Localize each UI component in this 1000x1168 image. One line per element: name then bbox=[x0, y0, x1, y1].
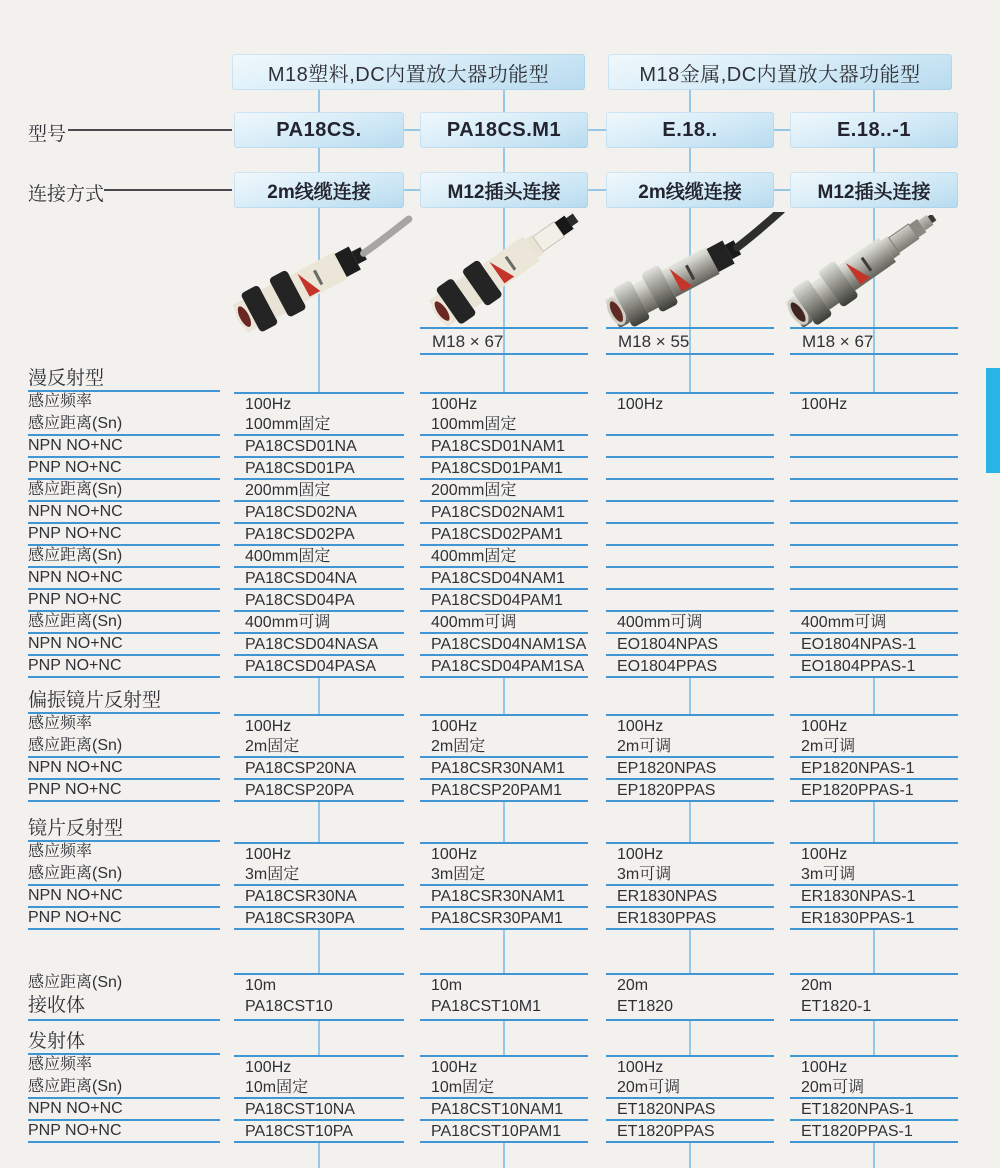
table-row bbox=[28, 864, 958, 886]
table-row bbox=[28, 458, 958, 480]
row-label: 感应距离(Sn) bbox=[28, 973, 220, 997]
row-label: 感应距离(Sn) bbox=[28, 414, 220, 436]
spec-cell: PA18CSD02NA bbox=[234, 502, 404, 524]
section-title: 偏振镜片反射型 bbox=[28, 690, 220, 714]
spec-section bbox=[28, 1031, 958, 1143]
connector-line bbox=[689, 90, 691, 112]
dimension-label: M18 × 67 bbox=[790, 327, 958, 355]
spec-cell: PA18CSD01PAM1 bbox=[420, 458, 588, 480]
spec-cell: PA18CSD04NAM1SA bbox=[420, 634, 588, 656]
table-row bbox=[28, 736, 958, 758]
spec-cell: 400mm可调 bbox=[790, 612, 958, 634]
sensor-plastic-m12-plug-photo bbox=[408, 212, 608, 342]
spec-cell bbox=[790, 414, 958, 436]
spec-cell bbox=[606, 414, 774, 436]
row-label: NPN NO+NC bbox=[28, 502, 220, 524]
connector-line bbox=[404, 129, 420, 131]
spec-cell bbox=[606, 502, 774, 524]
row-label: NPN NO+NC bbox=[28, 886, 220, 908]
table-row bbox=[28, 634, 958, 656]
spec-cell: 3m固定 bbox=[420, 864, 588, 886]
spec-cell: EP1820NPAS-1 bbox=[790, 758, 958, 780]
spec-cell: 400mm可调 bbox=[606, 612, 774, 634]
table-row bbox=[28, 780, 958, 802]
connection-box-4: M12插头连接 bbox=[790, 172, 958, 208]
spec-cell: 100Hz bbox=[420, 1055, 588, 1079]
spec-cell bbox=[606, 458, 774, 480]
spec-cell: PA18CSR30PA bbox=[234, 908, 404, 930]
spec-cell: 200mm固定 bbox=[420, 480, 588, 502]
table-row bbox=[28, 714, 958, 736]
spec-cell: 100Hz bbox=[790, 842, 958, 866]
spec-cell: 100Hz bbox=[234, 392, 404, 416]
spec-cell bbox=[790, 590, 958, 612]
spec-cell: PA18CSR30PAM1 bbox=[420, 908, 588, 930]
spec-cell: 100Hz bbox=[790, 1055, 958, 1079]
row-label: 感应距离(Sn) bbox=[28, 1077, 220, 1099]
spec-cell: 2m固定 bbox=[234, 736, 404, 758]
spec-cell bbox=[790, 502, 958, 524]
spec-cell: 100Hz bbox=[606, 1055, 774, 1079]
spec-cell: PA18CSD01NA bbox=[234, 436, 404, 458]
row-label: 感应频率 bbox=[28, 392, 220, 416]
spec-cell: ER1830NPAS-1 bbox=[790, 886, 958, 908]
spec-cell: ET1820-1 bbox=[790, 995, 958, 1021]
spec-cell: PA18CST10PAM1 bbox=[420, 1121, 588, 1143]
model-row-label: 型号 bbox=[28, 124, 67, 145]
table-row bbox=[28, 546, 958, 568]
spec-cell: ET1820PPAS bbox=[606, 1121, 774, 1143]
spec-cell: ET1820NPAS-1 bbox=[790, 1099, 958, 1121]
table-row bbox=[28, 590, 958, 612]
spec-cell bbox=[790, 546, 958, 568]
spec-cell: 100Hz bbox=[420, 714, 588, 738]
spec-cell: 100Hz bbox=[234, 842, 404, 866]
spec-cell bbox=[790, 524, 958, 546]
connector-line bbox=[588, 129, 606, 131]
spec-cell: EP1820PPAS bbox=[606, 780, 774, 802]
spec-cell: ET1820NPAS bbox=[606, 1099, 774, 1121]
table-row bbox=[28, 524, 958, 546]
spec-cell: 10m固定 bbox=[420, 1077, 588, 1099]
spec-cell: 3m可调 bbox=[790, 864, 958, 886]
connection-row-label: 连接方式 bbox=[28, 184, 105, 205]
connector-line bbox=[873, 148, 875, 172]
spec-cell: PA18CSD02PA bbox=[234, 524, 404, 546]
spec-cell: PA18CSD04PA bbox=[234, 590, 404, 612]
row-label: PNP NO+NC bbox=[28, 656, 220, 678]
spec-cell: 400mm固定 bbox=[420, 546, 588, 568]
spec-cell: EO1804PPAS-1 bbox=[790, 656, 958, 678]
spec-cell: PA18CSD01NAM1 bbox=[420, 436, 588, 458]
connector-line bbox=[588, 189, 606, 191]
section-title: 镜片反射型 bbox=[28, 818, 220, 842]
spec-cell bbox=[790, 480, 958, 502]
spec-section bbox=[28, 690, 958, 802]
row-label: NPN NO+NC bbox=[28, 568, 220, 590]
spec-cell: 10m bbox=[420, 973, 588, 997]
row-label: NPN NO+NC bbox=[28, 634, 220, 656]
spec-cell: ER1830PPAS bbox=[606, 908, 774, 930]
row-label: 感应频率 bbox=[28, 714, 220, 738]
table-row bbox=[28, 842, 958, 864]
connector-line bbox=[503, 148, 505, 172]
spec-cell: PA18CSR30NAM1 bbox=[420, 758, 588, 780]
spec-section bbox=[28, 973, 958, 1021]
row-label: 感应距离(Sn) bbox=[28, 480, 220, 502]
spec-cell: 400mm可调 bbox=[234, 612, 404, 634]
spec-cell: 20m bbox=[790, 973, 958, 997]
connector-line bbox=[318, 90, 320, 112]
spec-cell: PA18CSP20PAM1 bbox=[420, 780, 588, 802]
row-label: NPN NO+NC bbox=[28, 758, 220, 780]
table-row bbox=[28, 480, 958, 502]
spec-cell bbox=[606, 590, 774, 612]
row-label: 感应距离(Sn) bbox=[28, 864, 220, 886]
spec-cell: 2m可调 bbox=[606, 736, 774, 758]
table-row bbox=[28, 502, 958, 524]
spec-cell: 10m bbox=[234, 973, 404, 997]
spec-cell: PA18CSD04PAM1 bbox=[420, 590, 588, 612]
row-label: 感应距离(Sn) bbox=[28, 612, 220, 634]
connector-line bbox=[873, 90, 875, 112]
row-label: PNP NO+NC bbox=[28, 908, 220, 930]
table-row bbox=[28, 392, 958, 414]
leader-line bbox=[104, 189, 232, 191]
row-label: 感应距离(Sn) bbox=[28, 546, 220, 568]
spec-cell: EP1820NPAS bbox=[606, 758, 774, 780]
spec-cell: PA18CST10M1 bbox=[420, 995, 588, 1021]
spec-cell: PA18CSP20NA bbox=[234, 758, 404, 780]
spec-cell: 400mm可调 bbox=[420, 612, 588, 634]
spec-section bbox=[28, 368, 958, 678]
model-box-pa18cs: PA18CS. bbox=[234, 112, 404, 148]
dimension-label: M18 × 55 bbox=[606, 327, 774, 355]
model-box-e18-1: E.18..-1 bbox=[790, 112, 958, 148]
sensor-metal-2m-cable-photo bbox=[596, 212, 796, 342]
table-row bbox=[28, 612, 958, 634]
connector-line bbox=[318, 208, 320, 1168]
spec-cell: 100Hz bbox=[606, 842, 774, 866]
spec-cell bbox=[790, 568, 958, 590]
sensor-metal-m12-plug-photo bbox=[768, 215, 968, 345]
spec-cell: 2m可调 bbox=[790, 736, 958, 758]
spec-cell: PA18CSD04NA bbox=[234, 568, 404, 590]
table-row bbox=[28, 1055, 958, 1077]
spec-cell: 100Hz bbox=[606, 714, 774, 738]
spec-cell bbox=[790, 458, 958, 480]
spec-cell: PA18CSD02PAM1 bbox=[420, 524, 588, 546]
row-label: 感应频率 bbox=[28, 1055, 220, 1079]
table-row bbox=[28, 414, 958, 436]
model-box-e18: E.18.. bbox=[606, 112, 774, 148]
spec-cell: 100mm固定 bbox=[234, 414, 404, 436]
spec-cell: PA18CSD04NASA bbox=[234, 634, 404, 656]
dimension-label: M18 × 67 bbox=[420, 327, 588, 355]
spec-cell bbox=[606, 568, 774, 590]
page-edge-tab bbox=[986, 368, 1000, 473]
spec-cell: 200mm固定 bbox=[234, 480, 404, 502]
group-title-metal: M18金属,DC内置放大器功能型 bbox=[608, 54, 952, 90]
row-label: PNP NO+NC bbox=[28, 1121, 220, 1143]
spec-cell: 3m可调 bbox=[606, 864, 774, 886]
spec-cell bbox=[790, 436, 958, 458]
row-label: 感应频率 bbox=[28, 842, 220, 866]
spec-cell bbox=[606, 546, 774, 568]
spec-cell: ET1820PPAS-1 bbox=[790, 1121, 958, 1143]
spec-cell: 100Hz bbox=[420, 392, 588, 416]
spec-cell: 20m可调 bbox=[606, 1077, 774, 1099]
table-row bbox=[28, 1099, 958, 1121]
spec-cell: 100mm固定 bbox=[420, 414, 588, 436]
group-title-plastic: M18塑料,DC内置放大器功能型 bbox=[232, 54, 585, 90]
spec-cell: 100Hz bbox=[790, 392, 958, 416]
spec-cell bbox=[606, 436, 774, 458]
spec-cell: 3m固定 bbox=[234, 864, 404, 886]
spec-cell: ER1830NPAS bbox=[606, 886, 774, 908]
connector-line bbox=[774, 189, 790, 191]
row-label: 接收体 bbox=[28, 995, 220, 1021]
spec-cell: 10m固定 bbox=[234, 1077, 404, 1099]
table-row bbox=[28, 1077, 958, 1099]
spec-cell: EO1804NPAS bbox=[606, 634, 774, 656]
row-label: 感应距离(Sn) bbox=[28, 736, 220, 758]
row-label: PNP NO+NC bbox=[28, 780, 220, 802]
table-row bbox=[28, 1121, 958, 1143]
spec-cell: EO1804PPAS bbox=[606, 656, 774, 678]
table-row bbox=[28, 908, 958, 930]
spec-cell: EO1804NPAS-1 bbox=[790, 634, 958, 656]
table-row bbox=[28, 973, 958, 995]
connection-box-3: 2m线缆连接 bbox=[606, 172, 774, 208]
connection-box-2: M12插头连接 bbox=[420, 172, 588, 208]
row-label: PNP NO+NC bbox=[28, 458, 220, 480]
spec-cell: PA18CSD04PASA bbox=[234, 656, 404, 678]
spec-cell: PA18CST10NAM1 bbox=[420, 1099, 588, 1121]
row-label: PNP NO+NC bbox=[28, 524, 220, 546]
spec-cell: PA18CSD04NAM1 bbox=[420, 568, 588, 590]
spec-cell: ER1830PPAS-1 bbox=[790, 908, 958, 930]
section-title: 发射体 bbox=[28, 1031, 220, 1055]
sensor-plastic-2m-cable-photo bbox=[222, 215, 422, 345]
row-label: PNP NO+NC bbox=[28, 590, 220, 612]
connector-line bbox=[689, 148, 691, 172]
spec-section bbox=[28, 818, 958, 930]
model-box-pa18cs-m1: PA18CS.M1 bbox=[420, 112, 588, 148]
spec-cell: 100Hz bbox=[420, 842, 588, 866]
spec-cell: ET1820 bbox=[606, 995, 774, 1021]
spec-cell: 100Hz bbox=[790, 714, 958, 738]
spec-cell: EP1820PPAS-1 bbox=[790, 780, 958, 802]
connector-line bbox=[404, 189, 420, 191]
connector-line bbox=[503, 90, 505, 112]
table-row bbox=[28, 656, 958, 678]
spec-cell: 100Hz bbox=[234, 714, 404, 738]
spec-cell: 20m可调 bbox=[790, 1077, 958, 1099]
spec-cell: PA18CSR30NA bbox=[234, 886, 404, 908]
spec-cell: 100Hz bbox=[234, 1055, 404, 1079]
table-row bbox=[28, 995, 958, 1021]
table-row bbox=[28, 886, 958, 908]
table-row bbox=[28, 568, 958, 590]
row-label: NPN NO+NC bbox=[28, 1099, 220, 1121]
connector-line bbox=[318, 148, 320, 172]
spec-cell: 400mm固定 bbox=[234, 546, 404, 568]
spec-cell: PA18CST10 bbox=[234, 995, 404, 1021]
spec-cell: PA18CSD02NAM1 bbox=[420, 502, 588, 524]
spec-cell: 100Hz bbox=[606, 392, 774, 416]
spec-cell bbox=[606, 524, 774, 546]
spec-cell: PA18CST10PA bbox=[234, 1121, 404, 1143]
spec-cell: PA18CST10NA bbox=[234, 1099, 404, 1121]
spec-cell: PA18CSD04PAM1SA bbox=[420, 656, 588, 678]
spec-cell: PA18CSP20PA bbox=[234, 780, 404, 802]
table-row bbox=[28, 758, 958, 780]
connection-box-1: 2m线缆连接 bbox=[234, 172, 404, 208]
section-title: 漫反射型 bbox=[28, 368, 220, 392]
spec-cell: PA18CSD01PA bbox=[234, 458, 404, 480]
leader-line bbox=[68, 129, 232, 131]
spec-cell: 20m bbox=[606, 973, 774, 997]
connector-line bbox=[774, 129, 790, 131]
row-label: NPN NO+NC bbox=[28, 436, 220, 458]
spec-cell: 2m固定 bbox=[420, 736, 588, 758]
spec-cell: PA18CSR30NAM1 bbox=[420, 886, 588, 908]
table-row bbox=[28, 436, 958, 458]
spec-cell bbox=[606, 480, 774, 502]
